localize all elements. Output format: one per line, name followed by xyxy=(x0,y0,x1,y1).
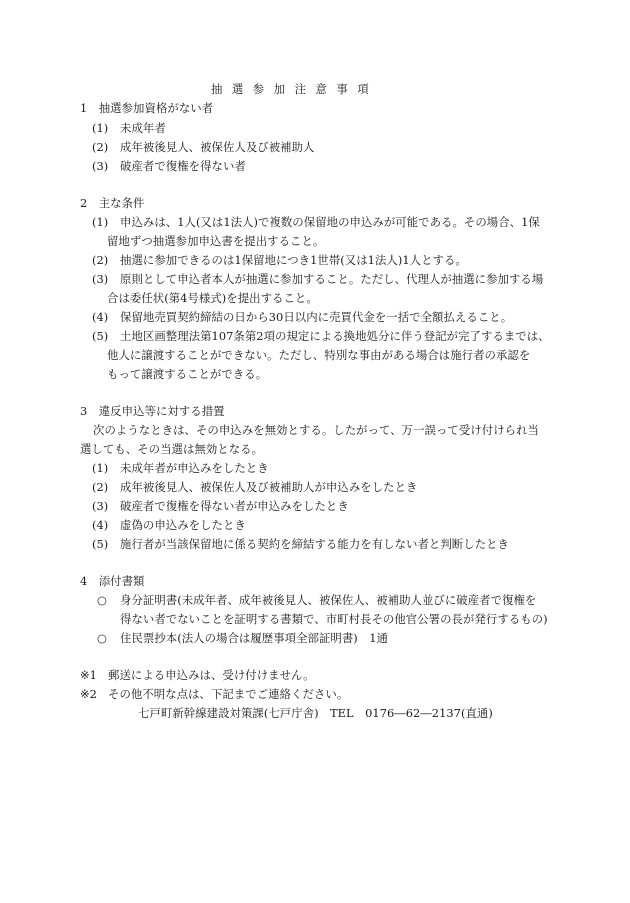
section-2-item-num: (2) xyxy=(92,253,109,267)
section-3-item-num: (5) xyxy=(92,537,109,551)
section-3-intro-line: 選しても、その当選は無効となる。 xyxy=(80,442,264,456)
contact-info: 七戸町新幹線建設対策課(七戸庁舎) TEL 0176―62―2137(直通) xyxy=(138,706,493,720)
section-3-item-text: 未成年者が申込みをしたとき xyxy=(120,461,269,475)
section-3-item-num: (3) xyxy=(92,499,109,513)
page-title: 抽選参加注意事項 xyxy=(211,82,379,96)
section-3-item-text: 破産者で復権を得ない者が申込みをしたとき xyxy=(120,499,349,513)
section-3-item-text: 虚偽の申込みをしたとき xyxy=(120,518,246,532)
section-3-item-num: (1) xyxy=(92,461,109,475)
section-2-heading: 2 主な条件 xyxy=(80,196,145,210)
section-3-item-text: 施行者が当該保留地に係る契約を締結する能力を有しない者と判断したとき xyxy=(120,537,509,551)
section-1-item-text: 破産者で復権を得ない者 xyxy=(120,159,246,173)
section-1-item-num: (1) xyxy=(92,121,109,135)
section-2-item-num: (3) xyxy=(92,272,109,286)
section-3-item-num: (2) xyxy=(92,480,109,494)
section-1-item-text: 未成年者 xyxy=(120,121,166,135)
section-4-item-line: 身分証明書(未成年者、成年被後見人、被保佐人、被補助人並びに破産者で復権を xyxy=(120,593,537,607)
section-3-intro-line: 次のようなときは、その申込みを無効とする。したがって、万一誤って受け付けられ当 xyxy=(93,423,539,437)
note-text: 郵送による申込みは、受け付けません。 xyxy=(108,668,315,682)
section-3-item-text: 成年被後見人、被保佐人及び被補助人が申込みをしたとき xyxy=(120,480,418,494)
section-2-item-line: 抽選に参加できるのは1保留地につき1世帯(又は1法人)1人とする。 xyxy=(120,253,467,267)
section-1-item-num: (3) xyxy=(92,159,109,173)
section-2-item-num: (1) xyxy=(92,215,109,229)
note-text: その他不明な点は、下記までご連絡ください。 xyxy=(108,687,349,701)
section-2-item-line: 留地ずつ抽選参加申込書を提出すること。 xyxy=(107,234,325,248)
bullet-circle: ○ xyxy=(97,593,107,607)
section-1-item-num: (2) xyxy=(92,140,109,154)
section-2-item-line: 土地区画整理法第107条第2項の規定による換地処分に伴う登記が完了するまでは、 xyxy=(120,329,550,343)
section-2-item-line: 申込みは、1人(又は1法人)で複数の保留地の申込みが可能である。その場合、1保 xyxy=(120,215,540,229)
section-3-item-num: (4) xyxy=(92,518,109,532)
section-4-item-line: 住民票抄本(法人の場合は履歴事項全部証明書) 1通 xyxy=(120,631,388,645)
section-2-item-num: (5) xyxy=(92,329,109,343)
section-1-item-text: 成年被後見人、被保佐人及び被補助人 xyxy=(120,140,315,154)
note-mark: ※2 xyxy=(80,687,97,701)
section-2-item-line: 合は委任状(第4号様式)を提出すること。 xyxy=(107,291,318,305)
note-mark: ※1 xyxy=(80,668,97,682)
bullet-circle: ○ xyxy=(97,631,107,645)
section-4-item-line: 得ない者でないことを証明する書類で、市町村長その他官公署の長が発行するもの) xyxy=(120,612,548,626)
section-1-heading: 1 抽選参加資格がない者 xyxy=(80,101,214,115)
section-2-item-line: 他人に譲渡することができない。ただし、特別な事由がある場合は施行者の承認を xyxy=(107,348,531,362)
section-2-item-num: (4) xyxy=(92,310,109,324)
section-2-item-line: もって譲渡することができる。 xyxy=(107,367,268,381)
section-2-item-line: 原則として申込者本人が抽選に参加すること。ただし、代理人が抽選に参加する場 xyxy=(120,272,544,286)
section-3-heading: 3 違反申込等に対する措置 xyxy=(80,404,225,418)
section-2-item-line: 保留地売買契約締結の日から30日以内に売買代金を一括で全額払えること。 xyxy=(120,310,513,324)
section-4-heading: 4 添付書類 xyxy=(80,574,145,588)
